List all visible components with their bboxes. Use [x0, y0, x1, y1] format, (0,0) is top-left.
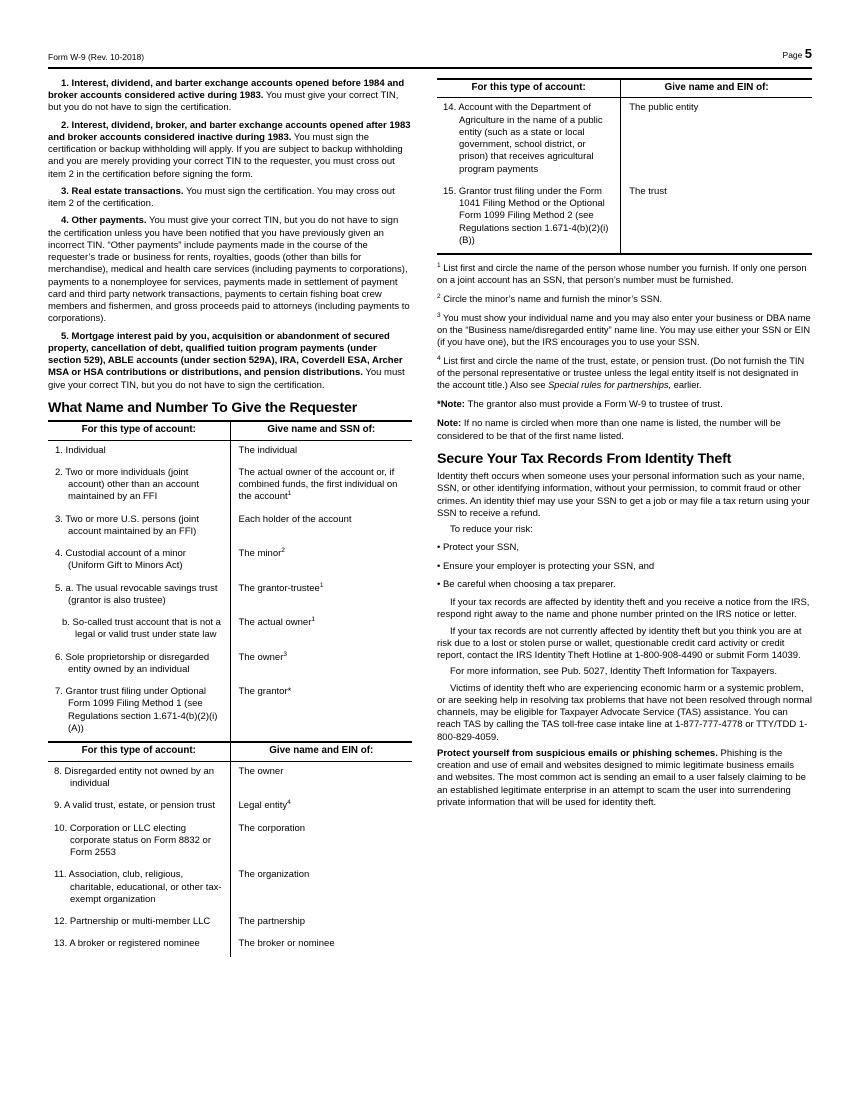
footnote-2: $^2$ Circle the minor’s name and furnish the minor’s SSN.: [437, 293, 663, 305]
at-risk-paragraph: If your tax records are not currently affected by identity theft but you think you are at risk due to a lost or stolen purse or wallet, questionable credit card activity or credit report, contact the IRS Identity Theft Hotline at 1-800-908-4490 or submit Form 14039.: [437, 625, 802, 662]
account-type-table-ein-right: [437, 78, 812, 255]
footnote-marker: 1: [437, 262, 441, 270]
account-type-cell: 11. Association, club, religious, charitable, educational, or other tax-exempt organization: [48, 865, 230, 912]
column-header-account-type: For this type of account:: [48, 421, 230, 440]
account-type-cell: 5. a. The usual revocable savings trust (grantor is also trustee): [48, 579, 230, 614]
give-name-cell: The grantor-trustee$^1$: [238, 581, 324, 594]
instruction-paragraph-5: [48, 331, 412, 392]
footnote-4: $^4$ List first and circle the name of the trust, estate, or pension trust. (Do not furnish the TIN of the personal representative or trustee unless the legal entity itself is not designated in the account title.) Also see Special rules for partnerships, earlier.: [437, 354, 805, 391]
bullet-item-1: • Protect your SSN,: [437, 542, 812, 554]
footnote-1: $^1$ List first and circle the name of the person whose number you furnish. If only one person on a joint account has an SSN, that person’s number must be furnished.: [437, 262, 807, 286]
bullet-item-2: • Ensure your employer is protecting your SSN, and: [437, 561, 812, 573]
column-header-give-name: Give name and SSN of:: [230, 421, 412, 440]
paragraph-lead: 4. Other payments.: [61, 215, 147, 227]
table-row: [48, 613, 412, 648]
account-type-cell: 10. Corporation or LLC electing corporate status on Form 8832 or Form 2553: [48, 819, 230, 866]
give-name-cell: The broker or nominee: [238, 938, 335, 950]
paragraph-body: You must give your correct TIN, but you do not have to sign the certification unless you have been notified that you have previously given an incorrect TIN. “Other payments” include payments made in the course of the requester’s trade or business for rents, royalties, goods (other than bills for merchandise), medical and health care services (including payments to corporations), payments to a nonemployee for services, payments made in settlement of payment card and third party network transactions, payments to certain fishing boat crew members and fishermen, and gross proceeds paid to attorneys (including payments to corporations).: [48, 215, 410, 325]
column-header-account-type: For this type of account:: [437, 79, 621, 98]
give-name-cell: The grantor*: [238, 686, 292, 698]
give-name-cell: The minor$^2$: [238, 547, 285, 560]
bullet-item-3: • Be careful when choosing a tax preparer.: [437, 579, 812, 591]
reduce-risk-line: To reduce your risk:: [450, 524, 533, 536]
page-indicator: [783, 46, 812, 63]
page-number: 5: [804, 46, 812, 61]
account-type-cell: 6. Sole proprietorship or disregarded entity owned by an individual: [48, 648, 230, 683]
give-name-cell: The partnership: [238, 916, 306, 928]
table-row: [48, 544, 412, 579]
footnote-ref: 1: [319, 581, 324, 589]
instruction-paragraph-4: [48, 215, 412, 325]
footnote-ref: 2: [281, 547, 285, 555]
give-name-cell: The owner: [238, 765, 284, 777]
paragraph-body: You must give your correct TIN, but you do not have to sign the certification.: [48, 367, 405, 391]
give-name-cell: The corporation: [238, 822, 306, 834]
two-column-layout: [48, 78, 812, 957]
footnote-marker: 3: [437, 312, 441, 319]
left-column: [48, 78, 412, 957]
account-type-cell: 15. Grantor trust filing under the Form 1041 Filing Method or the Optional Form 1099 Filing Method 2 (see Regulations section 1.671-4(b)(2)(i)(B)): [437, 182, 621, 254]
footnote-marker: 4: [437, 354, 441, 362]
paragraph-body: Phishing is the creation and use of email and websites designed to mimic legitimate business emails and websites. The most common act is sending an email to a user falsely claiming to be an established legitimate enterprise in an attempt to scam the user into surrendering private information that will be used for identity theft.: [437, 747, 806, 808]
table-row: [48, 865, 412, 912]
table-row: [48, 912, 412, 934]
section-heading-name-number: What Name and Number To Give the Requester: [48, 399, 358, 416]
table-row: [437, 182, 812, 254]
table-header-row: [48, 421, 412, 440]
account-type-cell: 8. Disregarded entity not owned by an individual: [48, 761, 230, 796]
table-row: [48, 682, 412, 741]
column-header-account-type: For this type of account:: [48, 742, 230, 761]
table-row: [48, 934, 412, 956]
footnote-ref: 1: [287, 490, 292, 498]
paragraph-body: You must give your correct TIN, but you do not have to sign the certification.: [48, 90, 399, 114]
paragraph-lead: Protect yourself from suspicious emails or phishing schemes.: [437, 747, 718, 759]
tas-paragraph: Victims of identity theft who are experiencing economic harm or a systemic problem, or are seeking help in resolving tax problems that have not been resolved through normal channels, may be eligible for Taxpayer Advocate Service (TAS) assistance. You can reach TAS by calling the TAS toll-free case intake line at 1-877-777-4778 or TTY/TDD 1-800-829-4059.: [437, 682, 812, 743]
give-name-cell: The trust: [629, 185, 667, 197]
page-header: [48, 46, 812, 69]
paragraph-lead: 1. Interest, dividend, and barter exchange accounts opened before 1984 and broker accounts considered active during 1983.: [48, 77, 405, 102]
account-type-cell: 1. Individual: [48, 440, 230, 463]
account-type-cell: 3. Two or more U.S. persons (joint account maintained by an FFI): [48, 510, 230, 545]
form-revision-label: Form W-9 (Rev. 10-2018): [48, 51, 145, 62]
instruction-paragraph-2: [48, 120, 412, 181]
account-type-cell: 12. Partnership or multi-member LLC: [48, 912, 230, 934]
account-type-cell: 4. Custodial account of a minor (Uniform Gift to Minors Act): [48, 544, 230, 579]
give-name-cell: The organization: [238, 869, 310, 881]
account-type-cell: 13. A broker or registered nominee: [48, 934, 230, 956]
footnote-ref: 1: [311, 616, 315, 624]
give-name-cell: The individual: [238, 444, 298, 456]
more-info-paragraph: For more information, see Pub. 5027, Identity Theft Information for Taxpayers.: [450, 666, 778, 678]
note-label: *Note:: [437, 399, 465, 410]
give-name-cell: The owner$^3$: [238, 650, 288, 663]
table-row: [48, 440, 412, 463]
footnote-marker: 2: [437, 293, 441, 301]
account-type-cell: b. So-called trust account that is not a legal or valid trust under state law: [48, 613, 230, 648]
paragraph-lead: 2. Interest, dividend, broker, and barter exchange accounts opened after 1983 and broker accounts considered inactive during 1983.: [48, 119, 411, 143]
give-name-cell: The public entity: [629, 102, 699, 114]
table-row: [437, 98, 812, 182]
column-header-give-name: Give name and EIN of:: [621, 79, 812, 98]
irs-notice-paragraph: If your tax records are affected by identity theft and you receive a notice from the IRS, respond right away to the name and phone number printed on the IRS notice or letter.: [437, 597, 810, 621]
footnote-ref: 4: [287, 799, 291, 807]
paragraph-lead: 5. Mortgage interest paid by you, acquisition or abandonment of secured property, cancellation of debt, qualified tuition program payments (under section 529), ABLE accounts (under section 529A), IRA, Coverdell ESA, Archer MSA or HSA contributions or distributions, and pension distributions.: [48, 330, 403, 379]
paragraph-body: You must sign the certification. You may cross out item 2 of the certification.: [48, 185, 395, 210]
note-label: Note:: [437, 418, 462, 430]
section-heading-identity-theft: Secure Your Tax Records From Identity Theft: [437, 450, 732, 467]
give-name-cell: The actual owner$^1$: [238, 616, 315, 629]
account-type-cell: 14. Account with the Department of Agriculture in the name of a public entity (such as a state or local government, school district, or prison) that receives agricultural program payments: [437, 98, 621, 182]
table-row: [48, 819, 412, 866]
table-row: [48, 648, 412, 683]
table-header-row: [48, 742, 412, 761]
account-type-table-ein-left: [48, 741, 412, 956]
give-name-cell: The actual owner of the account or, if combined funds, the first individual on the account$^1$: [238, 466, 398, 503]
page-label: Page: [782, 50, 803, 60]
account-type-table-ssn: [48, 420, 412, 741]
column-header-give-name: Give name and EIN of:: [230, 742, 412, 761]
table-header-row: [437, 79, 812, 98]
give-name-cell: Legal entity$^4$: [238, 799, 291, 812]
account-type-cell: 2. Two or more individuals (joint account) other than an account maintained by an FFI: [48, 463, 230, 510]
instruction-paragraph-1: [48, 78, 412, 115]
star-note: *Note: The grantor also must provide a Form W-9 to trustee of trust.: [437, 399, 723, 410]
right-column: [437, 78, 812, 957]
identity-theft-intro: Identity theft occurs when someone uses your personal information such as your name, SSN, or other identifying information, without your permission, to commit fraud or other crimes. An identity thief may use your SSN to get a job or may file a tax return using your SSN to receive a refund.: [437, 471, 810, 519]
instruction-paragraph-3: [48, 186, 412, 211]
footnote-ref: 3: [283, 650, 288, 658]
account-type-cell: 7. Grantor trust filing under Optional Form 1099 Filing Method 1 (see Regulations section 1.671-4(b)(2)(i)(A)): [48, 682, 230, 741]
table-row: [48, 463, 412, 510]
table-row: [48, 761, 412, 796]
give-name-cell: Each holder of the account: [238, 513, 352, 525]
paragraph-lead: 3. Real estate transactions.: [61, 185, 184, 197]
account-type-cell: 9. A valid trust, estate, or pension trust: [48, 796, 230, 818]
footnote-3: $^3$ You must show your individual name and you may also enter your business or DBA name on the “Business name/disregarded entity” name line. You may use either your SSN or EIN (if you have one), but the IRS encourages you to use your SSN.: [437, 312, 811, 348]
table-row: [48, 579, 412, 614]
table-row: [48, 510, 412, 545]
phishing-paragraph: [437, 748, 812, 809]
table-row: [48, 796, 412, 818]
note: Note: If no name is circled when more than one name is listed, the number will be considered to be that of the first name listed.: [437, 418, 781, 442]
paragraph-body: You must sign the certification or backup withholding will apply. If you are subject to backup withholding and you are merely providing your correct TIN to the requester, you must cross out item 2 in the certification before signing the form.: [48, 131, 403, 180]
